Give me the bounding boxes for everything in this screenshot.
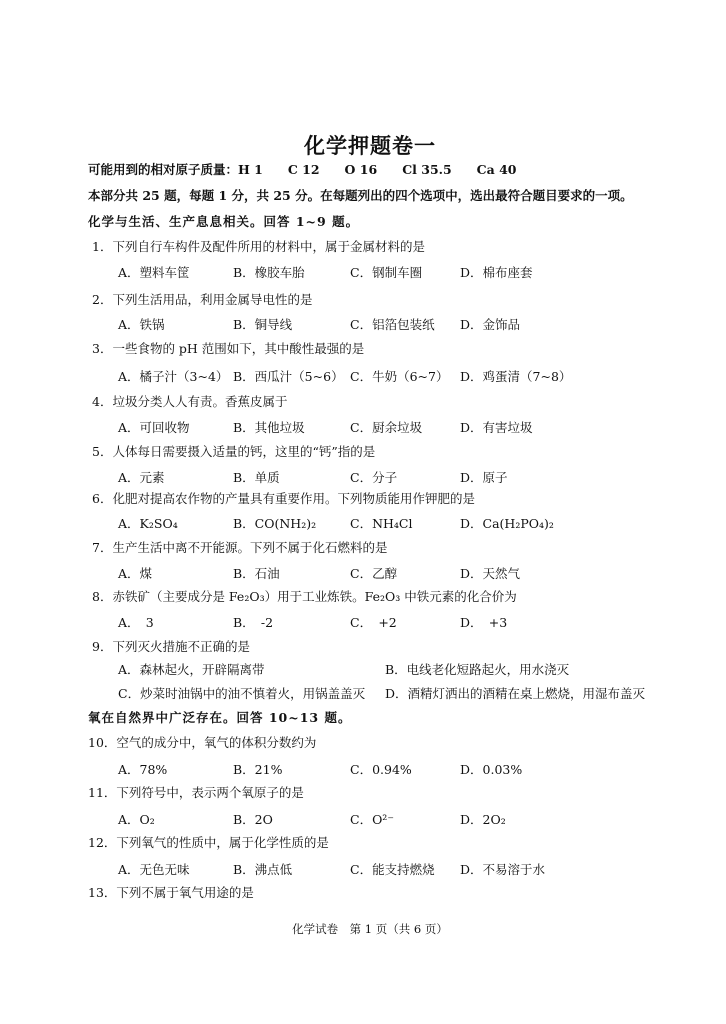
answer-option: B．21%	[233, 762, 283, 777]
answer-option: A．森林起火，开辟隔离带	[118, 662, 265, 677]
section-heading: 化学与生活、生产息息相关。回答 1~9 题。	[88, 214, 360, 229]
answer-option: D．有害垃圾	[460, 420, 533, 435]
answer-option: D．棉布座套	[460, 265, 533, 280]
atomic-masses: 可能用到的相对原子质量：H 1 C 12 O 16 Cl 35.5 Ca 40	[88, 162, 517, 177]
answer-option: B．电线老化短路起火，用水浇灭	[385, 662, 570, 677]
answer-option: C．厨余垃圾	[350, 420, 423, 435]
answer-option: A．可回收物	[118, 420, 190, 435]
answer-option: A． 3	[118, 615, 154, 630]
answer-option: A．78%	[118, 762, 168, 777]
question-stem: 5．人体每日需要摄入适量的钙，这里的“钙”指的是	[92, 444, 376, 459]
answer-option: B．CO(NH₂)₂	[233, 516, 317, 531]
question-stem: 9．下列灭火措施不正确的是	[92, 639, 250, 654]
answer-option: C．铝箔包装纸	[350, 317, 435, 332]
answer-option: D．2O₂	[460, 812, 506, 827]
answer-option: C．能支持燃烧	[350, 862, 435, 877]
page-title: 化学押题卷一	[304, 133, 436, 158]
answer-option: B． -2	[233, 615, 274, 630]
question-stem: 10．空气的成分中，氧气的体积分数约为	[88, 735, 317, 750]
answer-option: A．塑料车筐	[118, 265, 190, 280]
answer-option: C．0.94%	[350, 762, 412, 777]
question-stem: 6．化肥对提高农作物的产量具有重要作用。下列物质能用作钾肥的是	[92, 491, 475, 506]
question-stem: 2．下列生活用品，利用金属导电性的是	[92, 292, 313, 307]
answer-option: B．沸点低	[233, 862, 293, 877]
answer-option: C．牛奶（6~7）	[350, 369, 449, 384]
section-heading: 氧在自然界中广泛存在。回答 10~13 题。	[88, 710, 352, 725]
answer-option: D．不易溶于水	[460, 862, 546, 877]
answer-option: B．石油	[233, 566, 280, 581]
answer-option: D．天然气	[460, 566, 521, 581]
answer-option: D． +3	[460, 615, 508, 630]
page-footer: 化学试卷 第 1 页（共 6 页）	[292, 922, 448, 936]
question-stem: 11．下列符号中，表示两个氧原子的是	[88, 785, 304, 800]
answer-option: C．钢制车圈	[350, 265, 423, 280]
answer-option: A．元素	[118, 470, 165, 485]
answer-option: B．西瓜汁（5~6）	[233, 369, 344, 384]
answer-option: B．其他垃圾	[233, 420, 305, 435]
answer-option: D．Ca(H₂PO₄)₂	[460, 516, 554, 531]
answer-option: D．金饰品	[460, 317, 521, 332]
answer-option: B．单质	[233, 470, 280, 485]
answer-option: C．炒菜时油锅中的油不慎着火，用锅盖盖灭	[118, 686, 366, 701]
answer-option: D．鸡蛋清（7~8）	[460, 369, 572, 384]
answer-option: B．铜导线	[233, 317, 293, 332]
answer-option: D．原子	[460, 470, 508, 485]
instructions: 本部分共 25 题，每题 1 分，共 25 分。在每题列出的四个选项中，选出最符合题目要求的一项。	[88, 188, 633, 203]
answer-option: A．铁锅	[118, 317, 165, 332]
answer-option: A．无色无味	[118, 862, 190, 877]
answer-option: B．橡胶车胎	[233, 265, 305, 280]
answer-option: A．橘子汁（3~4）	[118, 369, 229, 384]
answer-option: D．酒精灯洒出的酒精在桌上燃烧，用湿布盖灭	[385, 686, 646, 701]
answer-option: C．NH₄Cl	[350, 516, 413, 531]
question-stem: 3．一些食物的 pH 范围如下，其中酸性最强的是	[92, 341, 365, 356]
answer-option: C．乙醇	[350, 566, 398, 581]
answer-option: D．0.03%	[460, 762, 523, 777]
answer-option: C．分子	[350, 470, 398, 485]
answer-option: B．2O	[233, 812, 273, 827]
question-stem: 8．赤铁矿（主要成分是 Fe₂O₃）用于工业炼铁。Fe₂O₃ 中铁元素的化合价为	[92, 589, 517, 604]
answer-option: C．O²⁻	[350, 812, 394, 827]
question-stem: 1．下列自行车构件及配件所用的材料中，属于金属材料的是	[92, 239, 425, 254]
question-stem: 4．垃圾分类人人有责。香蕉皮属于	[92, 394, 288, 409]
question-stem: 12．下列氧气的性质中，属于化学性质的是	[88, 835, 329, 850]
answer-option: A．O₂	[118, 812, 155, 827]
question-stem: 7．生产生活中离不开能源。下列不属于化石燃料的是	[92, 540, 388, 555]
question-stem: 13．下列不属于氧气用途的是	[88, 885, 254, 900]
answer-option: C． +2	[350, 615, 397, 630]
answer-option: A．K₂SO₄	[118, 516, 178, 531]
answer-option: A．煤	[118, 566, 153, 581]
